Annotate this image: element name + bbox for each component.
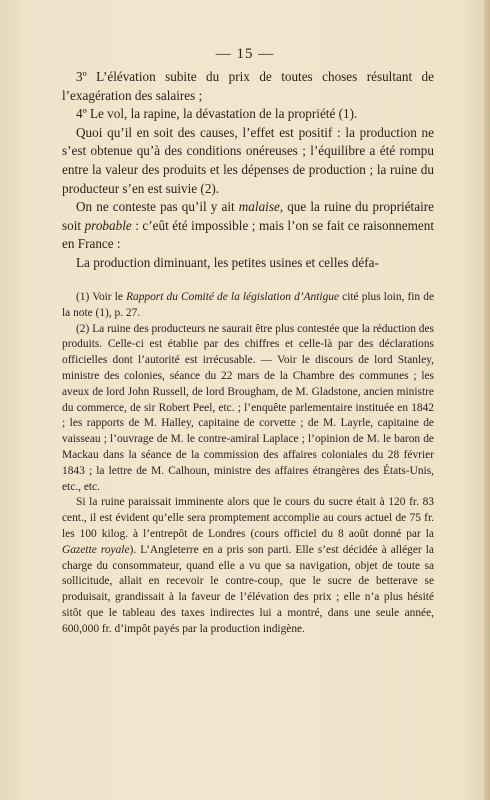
footnote-2: (2) La ruine des producteurs ne saurait être plus contestée que la réduction des produits. Celle-ci est établie par des chiffres et celle-là par des déclarations officielles dont l’autorité est irrécusable. — Voir le discours de lord Stanley, ministre des colonies, séance du 22 mars de la Chambre des communes ; les aveux de lord John Russell, de lord Brougham, de M. Gladstone, ancien ministre du commerce, de sir Robert Peel, etc. ; l’enquête parlementaire instituée en 1842 ; les rapports de M. Halley, capitaine de corvette ; de M. Layrle, capitaine de vaisseau ; l’ouvrage de M. le contre-amiral Laplace ; l’opinion de M. le baron de Mackau dans la séance de la commission des affaires coloniales du 28 février 1843 ; la lettre de M. Calhoun, ministre des affaires étrangères des États-Unis, etc., etc.: [62, 322, 434, 493]
paragraph-item-4: 4º Le vol, la rapine, la dévastation de la propriété (1).: [76, 106, 358, 122]
footnote-1: (1) Voir le Rapport du Comité de la législation d’Antigue cité plus loin, fin de la note (1), p. 27.: [62, 291, 434, 319]
paragraph-production: La production diminuant, les petites usines et celles défa-: [76, 254, 379, 270]
paragraph-causes: Quoi qu’il en soit des causes, l’effet est positif : la production ne s’est obtenue qu’à des conditions onéreuses ; l’équilibre a été rompu entre la valeur des produits et les dépenses de production ; la ruine du producteur s’en est suivie (2).: [62, 124, 434, 196]
paragraph-item-3: 3º L’élévation subite du prix de toutes choses résultant de l’exagération des salaires ;: [62, 69, 434, 103]
page-edge-shadow: [484, 0, 490, 800]
page-number: — 15 —: [215, 46, 275, 62]
main-text: [62, 68, 434, 273]
footnote-2-continued: Si la ruine paraissait imminente alors que le cours du sucre était à 120 fr. 83 cent., il est évident qu’elle sera promptement accomplie au cours actuel de 75 fr. les 100 kilog. à l’entrepôt de Londres (cours officiel du 8 août donné par la Gazette royale). L’Angleterre en a pris son parti. Elle s’est décidée à alléger la charge du consommateur, quand elle a vu que sa navigation, objet de toute sa sollicitude, allait en recevoir le contre-coup, que le sucre de betterave se produisait, grandissait à la faveur de l’élévation des prix ; elle n’a plus hésité sitôt que le tableau des taxes indirectes lui a montré, dans une seule année, 600,000 fr. d’impôt payés par la production indigène.: [62, 496, 434, 635]
paragraph-malaise: On ne conteste pas qu’il y ait malaise, que la ruine du propriétaire soit probable : c’eût été impossible ; mais l’on se fait ce raisonnement en France :: [62, 199, 434, 252]
footnotes: [62, 290, 434, 638]
